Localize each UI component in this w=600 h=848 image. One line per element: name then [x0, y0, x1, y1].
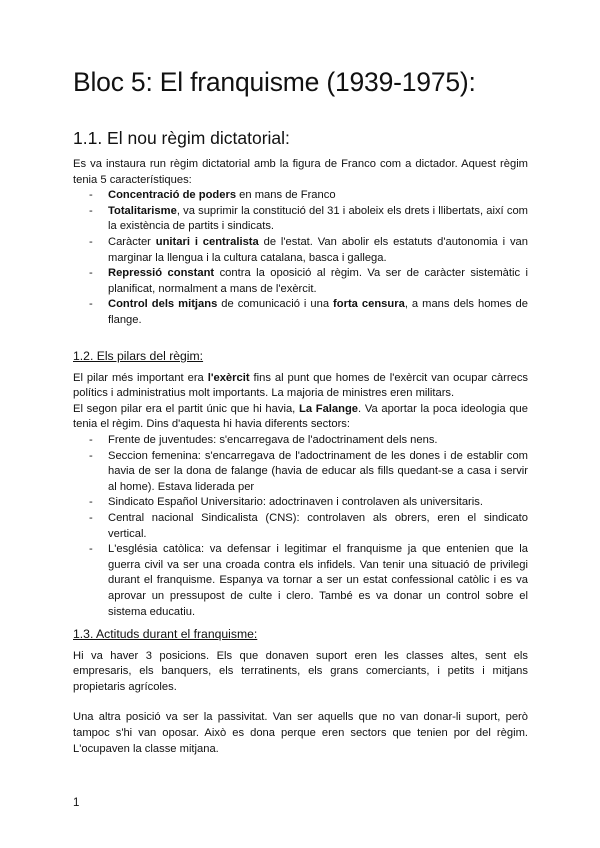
section-1 [73, 157, 528, 329]
page-title: Bloc 5: El franquisme (1939-1975): [73, 67, 476, 97]
section-2-paragraph-2: El segon pilar era el partit únic que hi havia, La Falange. Va aportar la poca ideologia que tenia el règim. Dins d'aquesta hi havia diferents sectors: [73, 402, 528, 431]
characteristics-list [73, 188, 528, 328]
falange-sectors-list [73, 433, 528, 620]
list-item: - Frente de juventudes: s'encarregava de l'adoctrinament dels nens. [73, 433, 528, 449]
page-number: 1 [73, 797, 80, 809]
list-item: - Concentració de poders en mans de Franco [73, 188, 528, 204]
section-3 [73, 627, 528, 757]
section-2 [73, 349, 528, 620]
section-2-paragraph-1: El pilar més important era l'exèrcit fins al punt que homes de l'exèrcit van ocupar càrrecs polítics i administratius molt importants. La majoria de ministres eren militars. [73, 371, 529, 400]
list-item: - Control dels mitjans de comunicació i una forta censura, a mans dels homes de flange. [73, 297, 528, 328]
list-item: - Sindicato Español Universitario: adoctrinaven i controlaven als universitaris. [73, 495, 528, 511]
section-3-heading: 1.3. Actituds durant el franquisme: [73, 627, 258, 641]
section-1-intro: Es va instaura run règim dictatorial amb la figura de Franco com a dictador. Aquest règim tenia 5 característiques: [73, 158, 528, 186]
list-item: - Totalitarisme, va suprimir la constitució del 31 i aboleix els drets i llibertats, així com la existència de partits i sindicats. [73, 204, 528, 235]
section-3-paragraph-2: Una altra posició va ser la passivitat. Van ser aquells que no van donar-li suport, però tampoc s'hi van oposar. Això es dona perque eren sectors que tenien por del règim. L'ocupaven la classe mitjana. [73, 711, 528, 755]
section-1-heading: 1.1. El nou règim dictatorial: [73, 128, 290, 148]
list-item: - L'església catòlica: va defensar i legitimar el franquisme ja que entenien que la guerra civil va ser una croada contra els infidels. Van tenir una situació de privilegi durant el franquisme. Espanya va tornar a ser un estat confessional catòlic i es va aprovar un pressupost de culte i clero. També es va donar un control sobre el sistema educatiu. [73, 542, 528, 620]
list-item: - Caràcter unitari i centralista de l'estat. Van abolir els estatuts d'autonomia i van marginar la llengua i la cultura catalana, basca i gallega. [73, 235, 528, 266]
section-3-paragraph-1: Hi va haver 3 posicions. Els que donaven suport eren les classes altes, sent els empresaris, els banquers, els terratinents, els grans comerciants, i petits i mitjans propietaris agrícoles. [73, 649, 528, 693]
list-item: - Repressió constant contra la oposició al règim. Va ser de caràcter sistemàtic i planificat, normalment a mans de l'exèrcit. [73, 266, 528, 297]
list-item: - Seccion femenina: s'encarregava de l'adoctrinament de les dones i de establir com havia de ser la dona de falange (havia de educar als fills quedant-se a casa i servir al home). Estava liderada per [73, 449, 528, 496]
list-item: - Central nacional Sindicalista (CNS): controlaven als obrers, eren el sindicato vertical. [73, 511, 528, 542]
section-2-heading: 1.2. Els pilars del règim: [73, 349, 204, 363]
